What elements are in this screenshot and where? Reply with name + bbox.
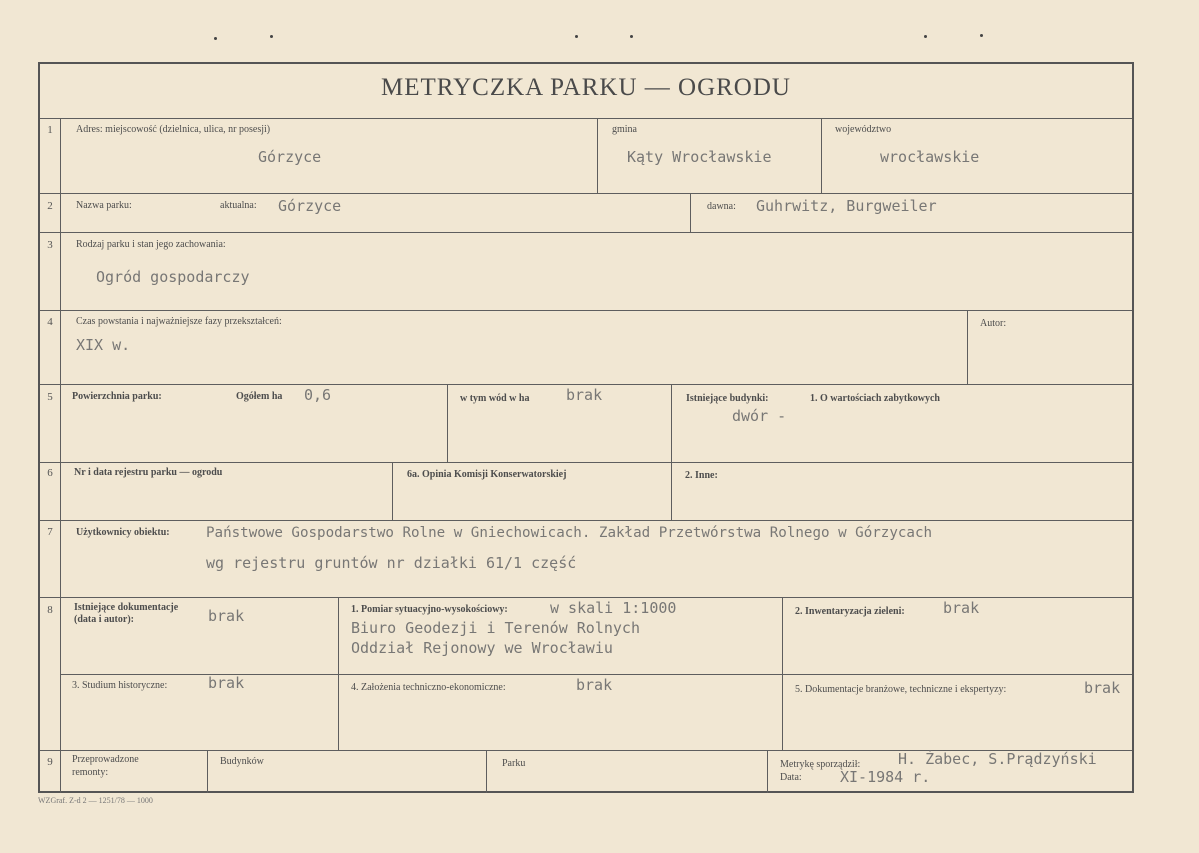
cell-divider xyxy=(486,750,487,793)
cell-divider xyxy=(447,384,448,462)
cell-divider xyxy=(338,597,339,750)
current-name-label: aktualna: xyxy=(220,200,257,211)
total-area-label: Ogółem ha xyxy=(236,391,283,402)
form-title: METRYCZKA PARKU — OGRODU xyxy=(381,74,791,101)
row-divider xyxy=(40,193,1132,194)
survey-branch-value: Oddział Rejonowy we Wrocławiu xyxy=(351,639,613,657)
decorative-dot xyxy=(214,37,217,40)
row-number: 7 xyxy=(47,526,53,538)
row-number: 9 xyxy=(47,756,53,768)
row-divider xyxy=(40,232,1132,233)
gmina-value: Kąty Wrocławskie xyxy=(627,148,772,166)
existing-docs-label: Istniejące dokumentacje xyxy=(74,602,179,613)
historical-study-value: brak xyxy=(208,674,245,692)
cell-divider xyxy=(671,462,672,520)
registry-label: Nr i data rejestru parku — ogrodu xyxy=(74,467,223,478)
park-type-value: Ogród gospodarczy xyxy=(96,268,250,286)
cell-divider xyxy=(690,193,691,232)
existing-buildings-value: dwór - xyxy=(732,407,787,425)
tech-economic-value: brak xyxy=(576,676,613,694)
row-number: 3 xyxy=(47,239,53,251)
cell-divider xyxy=(207,750,208,793)
park-area-label: Powierzchnia parku: xyxy=(72,391,162,402)
gmina-label: gmina xyxy=(612,124,637,135)
users-value-line-1: Państwowe Gospodarstwo Rolne w Gniechowicach. Zakład Przetwórstwa Rolnego w Górzycach xyxy=(206,525,933,541)
greenery-inventory-value: brak xyxy=(943,599,980,617)
cell-divider xyxy=(782,597,783,750)
prepared-by-label: Metrykę sporządził: xyxy=(780,759,861,770)
cell-divider xyxy=(967,310,968,384)
date-value: XI-1984 r. xyxy=(840,768,931,786)
number-column-divider xyxy=(60,118,61,793)
row-number: 6 xyxy=(47,467,53,479)
row-divider xyxy=(40,118,1132,119)
conservation-opinion-label: 6a. Opinia Komisji Konserwatorskiej xyxy=(407,469,567,480)
park-name-label: Nazwa parku: xyxy=(76,200,132,211)
row-number: 1 xyxy=(47,124,53,136)
existing-docs-value: brak xyxy=(208,607,245,625)
row-divider xyxy=(40,462,1132,463)
creation-time-value: XIX w. xyxy=(76,336,131,354)
former-name-label: dawna: xyxy=(707,201,736,212)
row-number: 2 xyxy=(47,200,53,212)
row-number: 8 xyxy=(47,604,53,616)
voivodeship-value: wrocławskie xyxy=(880,148,980,166)
water-area-label: w tym wód w ha xyxy=(460,393,530,404)
row-divider xyxy=(40,597,1132,598)
renovations-label: Przeprowadzone xyxy=(72,754,139,765)
water-area-value: brak xyxy=(566,386,603,404)
cell-divider xyxy=(597,118,598,193)
branch-docs-value: brak xyxy=(1084,679,1121,697)
cell-divider xyxy=(821,118,822,193)
decorative-dot xyxy=(630,35,633,38)
users-value-line-2: wg rejestru gruntów nr działki 61/1 część xyxy=(206,554,577,572)
monument-value-label: 1. O wartościach zabytkowych xyxy=(810,393,940,404)
address-label: Adres: miejscowość (dzielnica, ulica, nr posesji) xyxy=(76,124,271,135)
buildings-renovation-label: Budynków xyxy=(220,756,264,767)
date-label: Data: xyxy=(780,772,802,783)
park-registry-form xyxy=(38,62,1134,793)
tech-economic-label: 4. Założenia techniczno-ekonomiczne: xyxy=(351,682,506,693)
park-type-label: Rodzaj parku i stan jego zachowania: xyxy=(76,239,226,250)
survey-scale-value: w skali 1:1000 xyxy=(550,599,677,617)
survey-office-value: Biuro Geodezji i Terenów Rolnych xyxy=(351,619,640,637)
row-number: 4 xyxy=(47,316,53,328)
author-label: Autor: xyxy=(980,318,1007,329)
cell-divider xyxy=(392,462,393,520)
existing-buildings-label: Istniejące budynki: xyxy=(686,393,769,404)
decorative-dot xyxy=(980,34,983,37)
users-label: Użytkownicy obiektu: xyxy=(76,527,170,538)
current-name-value: Górzyce xyxy=(278,197,342,215)
survey-label: 1. Pomiar sytuacyjno-wysokościowy: xyxy=(351,604,508,615)
decorative-dot xyxy=(924,35,927,38)
voivodeship-label: województwo xyxy=(835,124,892,135)
branch-docs-label: 5. Dokumentacje branżowe, techniczne i ekspertyzy: xyxy=(795,684,1007,695)
row-divider xyxy=(40,520,1132,521)
creation-time-label: Czas powstania i najważniejsze fazy przekształceń: xyxy=(76,316,282,327)
prepared-by-value: H. Żabec, S.Prądzyński xyxy=(898,750,1097,768)
decorative-dot xyxy=(575,35,578,38)
address-value: Górzyce xyxy=(258,148,322,166)
row-number: 5 xyxy=(47,391,53,403)
existing-docs-label: (data i autor): xyxy=(74,614,134,625)
cell-divider xyxy=(767,750,768,793)
greenery-inventory-label: 2. Inwentaryzacja zieleni: xyxy=(795,606,905,617)
renovations-label: remonty: xyxy=(72,767,109,778)
print-footer: WZGraf. Z-d 2 — 1251/78 — 1000 xyxy=(38,796,153,805)
park-renovation-label: Parku xyxy=(502,758,526,769)
decorative-dot xyxy=(270,35,273,38)
cell-divider xyxy=(671,384,672,462)
row-divider xyxy=(40,384,1132,385)
total-area-value: 0,6 xyxy=(304,386,332,404)
other-label: 2. Inne: xyxy=(685,470,718,481)
row-divider xyxy=(40,310,1132,311)
former-name-value: Guhrwitz, Burgweiler xyxy=(756,197,937,215)
historical-study-label: 3. Studium historyczne: xyxy=(72,680,168,691)
